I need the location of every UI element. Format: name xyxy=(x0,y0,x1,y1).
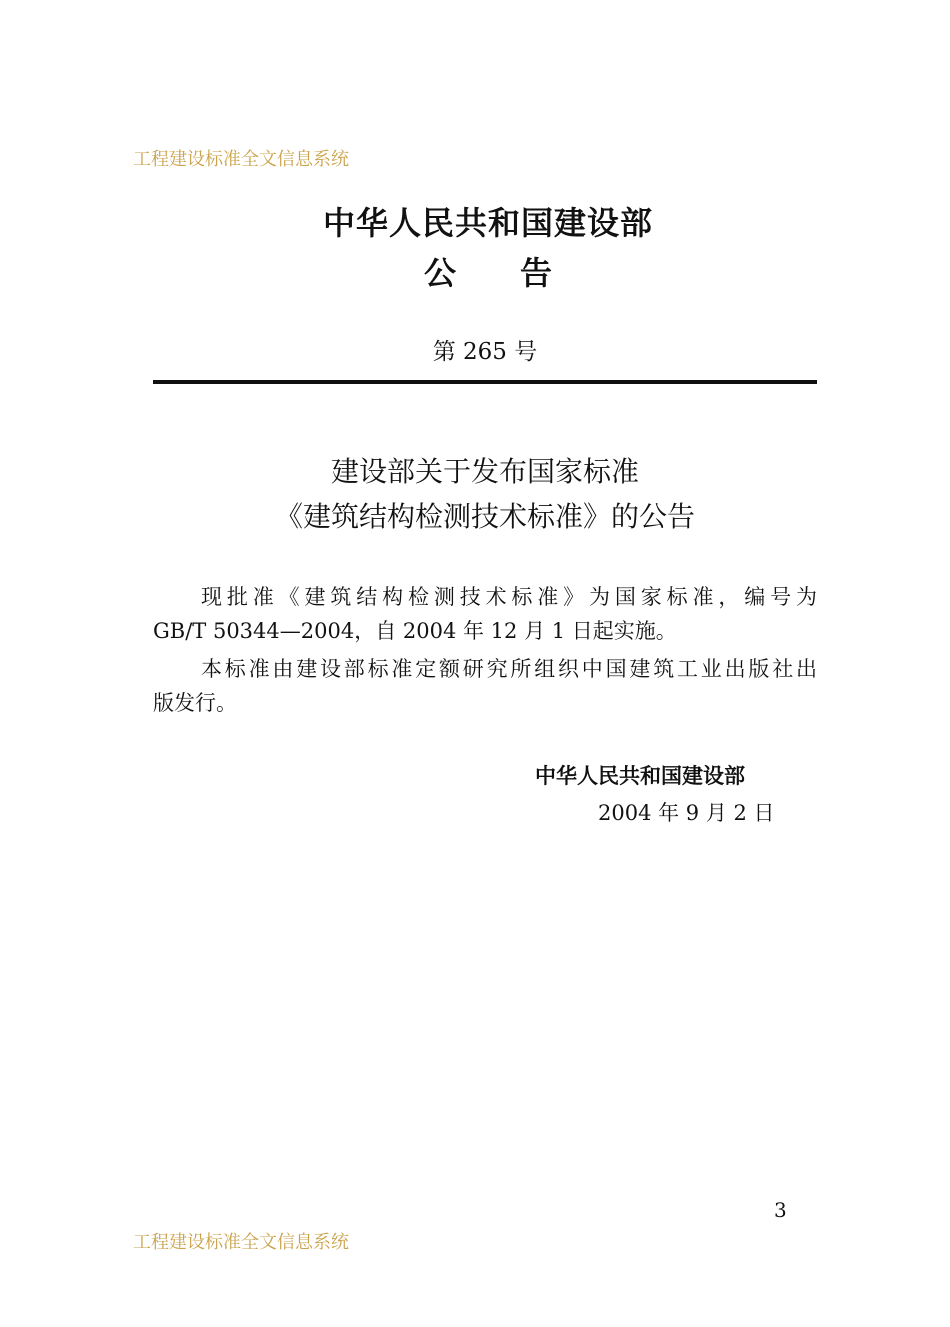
announcement-number: 第 265 号 xyxy=(432,339,538,365)
page-number: 3 xyxy=(774,1198,787,1222)
body-paragraph-2-line-1: 本标准由建设部标准定额研究所组织中国建筑工业出版社出 xyxy=(201,657,817,681)
body-paragraph-2-line-2: 版发行。 xyxy=(153,691,237,715)
header-divider xyxy=(153,380,817,384)
body-paragraph-1 xyxy=(153,580,817,648)
doc-type-char-2: 告 xyxy=(520,254,553,292)
signature-date: 2004 年 9 月 2 日 xyxy=(598,801,775,825)
doc-type-char-1: 公 xyxy=(423,254,456,292)
signature-issuer: 中华人民共和国建设部 xyxy=(535,764,745,788)
body-paragraph-2 xyxy=(153,652,817,720)
body-paragraph-1-line-2: GB/T 50344—2004，自 2004 年 12 月 1 日起实施。 xyxy=(153,619,677,643)
announcement-title-line-2: 《建筑结构检测技术标准》的公告 xyxy=(274,500,695,533)
watermark-top: 工程建设标准全文信息系统 xyxy=(133,149,349,170)
doc-type-heading xyxy=(0,248,950,294)
issuer-heading: 中华人民共和国建设部 xyxy=(322,204,653,242)
watermark-bottom: 工程建设标准全文信息系统 xyxy=(133,1232,349,1253)
body-paragraph-1-line-1: 现批准《建筑结构检测技术标准》为国家标准，编号为 xyxy=(201,585,817,609)
announcement-title-line-1: 建设部关于发布国家标准 xyxy=(330,455,639,488)
